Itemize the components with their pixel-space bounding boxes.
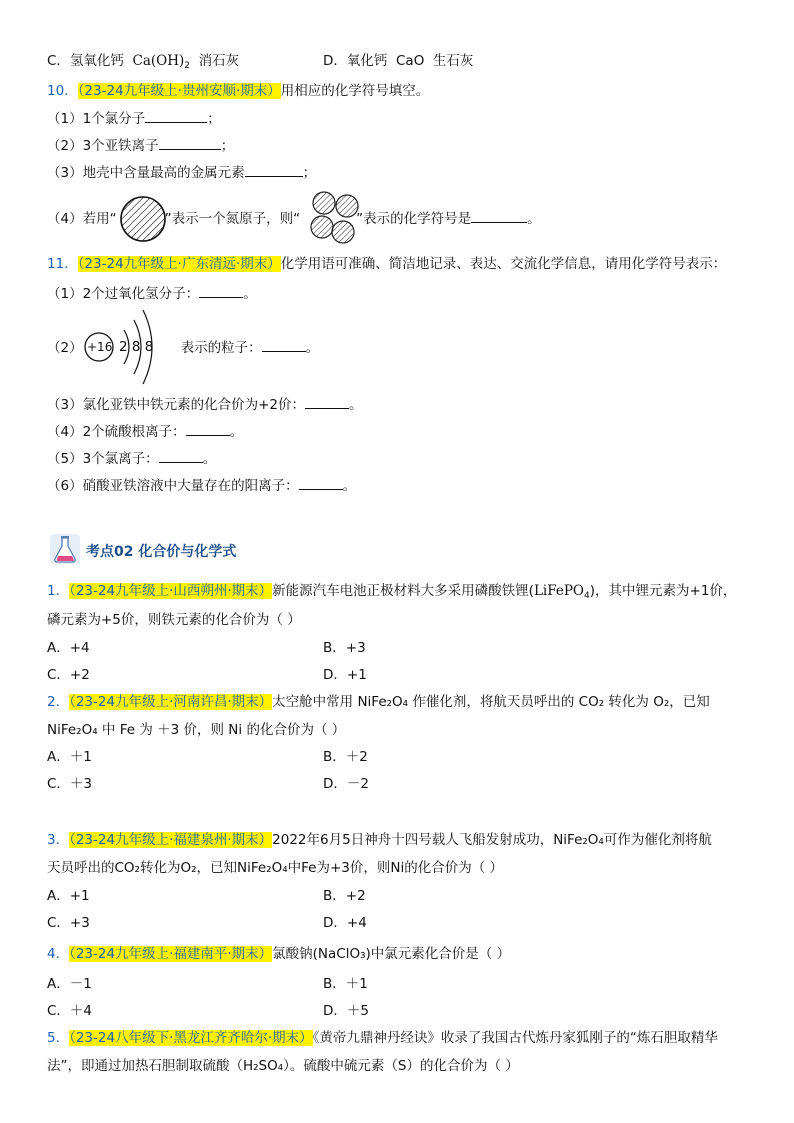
s2-option-b: B．＋2 (323, 749, 368, 765)
q11-part3: （3）氯化亚铁中铁元素的化合价为+2价： 。 (47, 397, 363, 413)
s2-option-d: D．－2 (323, 776, 369, 792)
s1-source-tag: （23-24九年级上·山西朔州·期末） (69, 583, 273, 599)
q10-stem: 10．（23-24九年级上·贵州安顺·期末）用相应的化学符号填空。 (47, 83, 430, 99)
section-header (50, 532, 237, 566)
s4-option-b: B．＋1 (323, 976, 368, 992)
answer-blank (159, 449, 203, 463)
nitrogen-atom-diagram (118, 194, 168, 244)
s2-stem: 2．（23-24九年级上·河南许昌·期末）太空舱中常用 NiFe₂O₄ 作催化剂，将航天员呼出的 CO₂ 转化为 O₂，已知 (47, 694, 710, 710)
s1-stem-line2: 磷元素为+5价，则铁元素的化合价为（ ） (47, 612, 301, 628)
q11-part4: （4）2个硫酸根离子： 。 (47, 424, 244, 440)
flask-icon (50, 532, 82, 566)
s2-option-c: C．＋3 (47, 776, 93, 792)
nucleus-charge: +16 (87, 340, 113, 354)
s5-stem: 5．（23-24八年级下·黑龙江齐齐哈尔·期末）《黄帝九鼎神丹经诀》收录了我国古代炼丹家狐刚子的“炼石胆取精华 (47, 1030, 718, 1046)
q10-part4: （4）若用“ ”表示一个氮原子，则“ ”表示的化学符号是 。 (47, 211, 541, 227)
s4-source-tag: （23-24九年级上·福建南平·期末） (69, 946, 273, 962)
s4-option-c: C．＋4 (47, 1003, 93, 1019)
s2-option-a: A．＋1 (47, 749, 92, 765)
q11-part5: （5）3个氯离子： 。 (47, 451, 217, 467)
s2-source-tag: （23-24九年级上·河南许昌·期末） (69, 694, 273, 710)
s4-option-a: A．－1 (47, 976, 92, 992)
q11-source-tag: （23-24九年级上·广东清远·期末） (77, 256, 281, 272)
s3-stem: 3．（23-24九年级上·福建泉州·期末）2022年6月5日神舟十四号载人飞船发射成功，NiFe₂O₄可作为催化剂将航 (47, 832, 712, 848)
s5-source-tag: （23-24八年级下·黑龙江齐齐哈尔·期末） (69, 1030, 313, 1046)
answer-blank (159, 136, 221, 150)
s1-option-c: C．+2 (47, 667, 90, 683)
s1-stem: 1．（23-24九年级上·山西朔州·期末）新能源汽车电池正极材料大多采用磷酸铁锂(LiFePO$_4$)，其中锂元素为+1价， (47, 583, 737, 601)
s1-option-a: A．+4 (47, 640, 90, 656)
answer-blank (245, 163, 303, 177)
answer-blank (299, 476, 343, 490)
q10-part1: （1）1个氯分子 ； (47, 111, 221, 127)
s1-option-b: B．+3 (323, 640, 366, 656)
section-title: 考点02 化合价与化学式 (86, 544, 237, 560)
q11-part1: （1）2个过氧化氢分子： 。 (47, 286, 257, 302)
s1-option-d: D．+1 (323, 667, 367, 683)
s3-option-d: D．+4 (323, 915, 367, 931)
s3-option-a: A．+1 (47, 888, 90, 904)
s2-stem-line2: NiFe₂O₄ 中 Fe 为 ＋3 价，则 Ni 的化合价为（ ） (47, 722, 346, 738)
q10-source-tag: （23-24九年级上·贵州安顺·期末） (77, 83, 281, 99)
answer-blank (262, 338, 306, 352)
s3-option-b: B．+2 (323, 888, 366, 904)
answer-blank (471, 209, 527, 223)
s4-option-d: D．＋5 (323, 1003, 369, 1019)
answer-blank (145, 109, 207, 123)
answer-blank (305, 395, 349, 409)
q11-part6: （6）硝酸亚铁溶液中大量存在的阳离子： 。 (47, 478, 357, 494)
s3-stem-line2: 天员呼出的CO₂转化为O₂，已知NiFe₂O₄中Fe为+3价，则Ni的化合价为（ ） (47, 860, 504, 876)
q10-part2: （2）3个亚铁离子 ； (47, 138, 235, 154)
s3-option-c: C．+3 (47, 915, 90, 931)
q11-stem: 11．（23-24九年级上·广东清远·期末）化学用语可准确、简洁地记录、表达、交流化学信息，请用化学符号表示： (47, 256, 727, 272)
q11-part2: （2） 表示的粒子： 。 (47, 340, 320, 356)
q9-option-c: C．氢氧化钙 $Ca(OH)_2$ 消石灰 (47, 53, 240, 71)
q10-part3: （3）地壳中含量最高的金属元素 ； (47, 165, 317, 181)
s4-stem: 4．（23-24九年级上·福建南平·期末）氯酸钠(NaClO₃)中氯元素化合价是（ ） (47, 946, 511, 962)
electron-shells: 2 8 8 (119, 339, 154, 355)
answer-blank (186, 422, 230, 436)
nitrogen-molecules-diagram (306, 190, 362, 246)
answer-blank (199, 284, 243, 298)
q9-option-d: D．氧化钙 CaO 生石灰 (323, 53, 474, 69)
s3-source-tag: （23-24九年级上·福建泉州·期末） (69, 832, 273, 848)
s5-stem-line2: 法”，即通过加热石胆制取硫酸（H₂SO₄）。硫酸中硫元素（S）的化合价为（ ） (47, 1058, 519, 1074)
